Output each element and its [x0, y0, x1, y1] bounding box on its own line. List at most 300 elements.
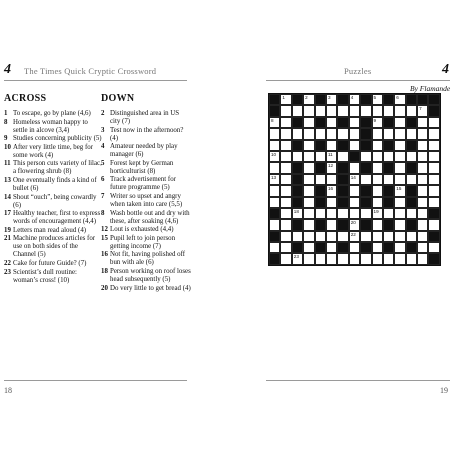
grid-cell[interactable] — [428, 162, 439, 173]
grid-cell[interactable] — [280, 94, 291, 105]
grid-cell[interactable] — [360, 253, 371, 264]
grid-cell[interactable] — [280, 128, 291, 139]
grid-block — [292, 242, 303, 253]
grid-cell[interactable] — [360, 208, 371, 219]
grid-block — [292, 174, 303, 185]
grid-cell[interactable] — [280, 162, 291, 173]
grid-cell[interactable] — [269, 185, 280, 196]
clue-text: Cake for future Guide? (7) — [13, 259, 87, 267]
page-title: The Times Quick Cryptic Crossword — [24, 66, 157, 76]
cell-number: 1 — [282, 95, 285, 100]
across-heading: ACROSS — [4, 93, 47, 104]
page-number-right: 19 — [440, 386, 448, 395]
grid-cell[interactable] — [292, 208, 303, 219]
grid-block — [269, 253, 280, 264]
grid-cell[interactable] — [337, 231, 348, 242]
grid-cell[interactable] — [428, 117, 439, 128]
grid-block — [406, 242, 417, 253]
clue-text: Pupil left to join person getting income (7) — [110, 234, 176, 250]
grid-block — [406, 117, 417, 128]
grid-cell[interactable] — [372, 105, 383, 116]
grid-block — [428, 105, 439, 116]
cell-number: 5 — [373, 95, 377, 100]
footer-divider-right — [266, 380, 450, 381]
grid-cell[interactable] — [394, 117, 405, 128]
clue-text: Scientist’s dull routine: woman’s cross! (10) — [13, 268, 77, 284]
clue-number: 10 — [4, 143, 11, 151]
grid-block — [337, 219, 348, 230]
grid-cell[interactable] — [360, 174, 371, 185]
grid-cell[interactable] — [292, 128, 303, 139]
grid-block — [428, 208, 439, 219]
grid-cell[interactable] — [372, 162, 383, 173]
grid-cell[interactable] — [349, 140, 360, 151]
grid-cell[interactable] — [269, 162, 280, 173]
clue-text: Homeless woman happy to settle in alcove (3,4) — [13, 118, 88, 134]
grid-block — [315, 185, 326, 196]
grid-cell[interactable] — [349, 219, 360, 230]
clue-number: 21 — [4, 235, 11, 243]
grid-block — [383, 117, 394, 128]
clue-text: Distinguished area in US city (7) — [110, 110, 180, 125]
grid-cell[interactable] — [417, 162, 428, 173]
grid-cell[interactable] — [303, 174, 314, 185]
across-clue — [4, 119, 102, 135]
grid-cell[interactable] — [394, 242, 405, 253]
grid-cell[interactable] — [394, 140, 405, 151]
across-clue — [4, 110, 102, 118]
grid-block — [383, 94, 394, 105]
clue-text: Healthy teacher, first to express words of encouragement (4,4) — [13, 210, 101, 226]
grid-block — [315, 197, 326, 208]
grid-cell[interactable] — [315, 174, 326, 185]
grid-cell[interactable] — [326, 219, 337, 230]
grid-cell[interactable] — [383, 231, 394, 242]
grid-block — [360, 140, 371, 151]
clue-number: 20 — [101, 284, 108, 292]
grid-cell[interactable] — [394, 128, 405, 139]
grid-cell[interactable] — [303, 105, 314, 116]
grid-cell[interactable] — [417, 242, 428, 253]
grid-cell[interactable] — [269, 242, 280, 253]
setter-byline: By Flamande — [410, 84, 451, 93]
clue-number: 22 — [4, 259, 11, 267]
grid-block — [292, 197, 303, 208]
grid-block — [337, 162, 348, 173]
grid-cell[interactable] — [383, 208, 394, 219]
grid-cell[interactable] — [428, 185, 439, 196]
clue-number: 8 — [4, 118, 8, 126]
grid-cell[interactable] — [349, 117, 360, 128]
grid-cell[interactable] — [326, 117, 337, 128]
grid-cell[interactable] — [428, 151, 439, 162]
clue-number: 9 — [4, 135, 8, 143]
grid-cell[interactable] — [428, 128, 439, 139]
grid-cell[interactable] — [337, 253, 348, 264]
clue-text: Machine produces articles for use on both sides of the Channel (5) — [13, 235, 96, 259]
grid-cell[interactable] — [280, 197, 291, 208]
grid-cell[interactable] — [280, 117, 291, 128]
grid-cell[interactable] — [417, 151, 428, 162]
page-number: 18 — [4, 386, 12, 395]
grid-cell[interactable] — [417, 197, 428, 208]
grid-block — [406, 219, 417, 230]
grid-block — [269, 94, 280, 105]
grid-cell[interactable] — [269, 174, 280, 185]
clue-number: 23 — [4, 268, 11, 276]
grid-cell[interactable] — [383, 174, 394, 185]
grid-cell[interactable] — [269, 151, 280, 162]
cell-number: 18 — [293, 208, 299, 214]
grid-cell[interactable] — [315, 128, 326, 139]
grid-cell[interactable] — [349, 174, 360, 185]
grid-block — [360, 242, 371, 253]
down-clue-list — [101, 110, 191, 293]
grid-cell[interactable] — [406, 174, 417, 185]
grid-block — [337, 174, 348, 185]
clue-number: 1 — [4, 110, 8, 117]
grid-cell[interactable] — [349, 208, 360, 219]
grid-cell[interactable] — [372, 197, 383, 208]
cell-number: 14 — [350, 174, 356, 180]
grid-block — [360, 197, 371, 208]
grid-cell[interactable] — [303, 94, 314, 105]
grid-cell[interactable] — [303, 117, 314, 128]
grid-block — [360, 219, 371, 230]
grid-cell[interactable] — [372, 128, 383, 139]
grid-cell[interactable] — [383, 151, 394, 162]
down-clue — [101, 127, 191, 143]
clue-text: Studies concerning publicity (5) — [13, 135, 102, 143]
grid-cell[interactable] — [394, 208, 405, 219]
grid-cell[interactable] — [372, 242, 383, 253]
cell-number: 6 — [396, 95, 399, 100]
grid-cell[interactable] — [280, 253, 291, 264]
grid-cell[interactable] — [303, 162, 314, 173]
clue-number: 4 — [101, 143, 105, 151]
down-clue — [101, 110, 191, 126]
grid-cell[interactable] — [360, 151, 371, 162]
grid-cell[interactable] — [394, 105, 405, 116]
clue-text: Track advertisement for future programme (5) — [110, 176, 176, 192]
across-clue — [4, 227, 102, 235]
grid-block — [337, 94, 348, 105]
grid-block — [292, 117, 303, 128]
grid-block — [383, 162, 394, 173]
down-clue — [101, 235, 191, 251]
clue-text: This person cuts variety of lilac, a flowering shrub (8) — [13, 160, 102, 176]
grid-cell[interactable] — [406, 151, 417, 162]
clue-text: Amateur needed by play manager (6) — [110, 143, 178, 159]
clue-text: One eventually finds a kind of bullet (6) — [13, 176, 97, 192]
clue-number: 12 — [101, 226, 108, 234]
grid-cell[interactable] — [428, 219, 439, 230]
grid-cell[interactable] — [417, 231, 428, 242]
grid-cell[interactable] — [280, 242, 291, 253]
grid-block — [269, 105, 280, 116]
grid-cell[interactable] — [326, 208, 337, 219]
grid-cell[interactable] — [394, 253, 405, 264]
grid-block — [383, 242, 394, 253]
grid-block — [337, 185, 348, 196]
grid-cell[interactable] — [394, 231, 405, 242]
grid-cell[interactable] — [360, 105, 371, 116]
grid-block — [360, 117, 371, 128]
grid-block — [383, 185, 394, 196]
grid-cell[interactable] — [349, 253, 360, 264]
grid-cell[interactable] — [349, 94, 360, 105]
grid-block — [349, 151, 360, 162]
clue-number: 14 — [4, 193, 11, 201]
footer-divider — [4, 380, 187, 381]
grid-block — [269, 231, 280, 242]
grid-cell[interactable] — [372, 253, 383, 264]
grid-cell[interactable] — [326, 128, 337, 139]
grid-cell[interactable] — [406, 231, 417, 242]
grid-block — [428, 94, 439, 105]
grid-cell[interactable] — [303, 208, 314, 219]
clue-number: 7 — [101, 192, 105, 200]
grid-block — [417, 94, 428, 105]
grid-cell[interactable] — [428, 140, 439, 151]
grid-cell[interactable] — [428, 242, 439, 253]
grid-cell[interactable] — [269, 197, 280, 208]
grid-cell[interactable] — [280, 219, 291, 230]
grid-cell[interactable] — [315, 208, 326, 219]
clue-text: Forest kept by German horticulturist (8) — [110, 159, 174, 175]
grid-cell[interactable] — [337, 151, 348, 162]
clue-text: Lout is exhausted (4,4) — [110, 226, 174, 234]
grid-cell[interactable] — [326, 151, 337, 162]
grid-block — [292, 94, 303, 105]
clue-text: Shout “ouch”, being cowardly (6) — [13, 193, 97, 209]
header-divider-right — [266, 80, 450, 81]
grid-cell[interactable] — [292, 231, 303, 242]
clue-text: Letters man read aloud (4) — [13, 226, 87, 234]
across-clue — [4, 260, 102, 268]
grid-cell[interactable] — [280, 208, 291, 219]
clue-number: 8 — [101, 209, 105, 217]
grid-cell[interactable] — [349, 197, 360, 208]
grid-cell[interactable] — [326, 94, 337, 105]
grid-block — [360, 128, 371, 139]
grid-block — [315, 162, 326, 173]
grid-cell[interactable] — [417, 174, 428, 185]
grid-cell[interactable] — [428, 197, 439, 208]
grid-cell[interactable] — [280, 185, 291, 196]
across-clue — [4, 235, 102, 259]
grid-cell[interactable] — [417, 219, 428, 230]
cell-number: 23 — [293, 254, 299, 260]
grid-cell[interactable] — [417, 185, 428, 196]
grid-block — [292, 162, 303, 173]
down-clue — [101, 143, 191, 159]
grid-block — [292, 140, 303, 151]
grid-cell[interactable] — [417, 128, 428, 139]
clue-number: 18 — [101, 267, 108, 275]
grid-block — [360, 162, 371, 173]
cell-number: 20 — [350, 220, 356, 226]
grid-block — [292, 219, 303, 230]
grid-cell[interactable] — [326, 185, 337, 196]
grid-cell[interactable] — [303, 197, 314, 208]
grid-cell[interactable] — [269, 140, 280, 151]
across-clue-list — [4, 110, 102, 285]
grid-cell[interactable] — [406, 208, 417, 219]
grid-cell[interactable] — [303, 231, 314, 242]
grid-cell[interactable] — [417, 117, 428, 128]
cell-number: 4 — [350, 95, 354, 100]
grid-cell[interactable] — [280, 231, 291, 242]
cell-number: 12 — [327, 163, 334, 169]
grid-cell[interactable] — [372, 151, 383, 162]
across-clue — [4, 135, 102, 143]
grid-cell[interactable] — [292, 151, 303, 162]
grid-cell[interactable] — [349, 242, 360, 253]
grid-cell[interactable] — [303, 242, 314, 253]
grid-cell[interactable] — [269, 128, 280, 139]
grid-cell[interactable] — [337, 105, 348, 116]
grid-cell[interactable] — [394, 174, 405, 185]
grid-block — [428, 231, 439, 242]
grid-cell[interactable] — [372, 219, 383, 230]
cell-number: 11 — [327, 151, 333, 157]
grid-block — [337, 197, 348, 208]
grid-block — [406, 197, 417, 208]
grid-cell[interactable] — [372, 117, 383, 128]
grid-cell[interactable] — [394, 197, 405, 208]
across-clue — [4, 144, 102, 160]
grid-cell[interactable] — [394, 94, 405, 105]
grid-cell[interactable] — [326, 231, 337, 242]
across-clue — [4, 210, 102, 226]
across-clue — [4, 269, 102, 285]
clue-text: To escape, go by plane (4,6) — [13, 110, 91, 117]
cell-number: 7 — [419, 106, 422, 112]
down-clue — [101, 193, 191, 209]
grid-cell[interactable] — [349, 128, 360, 139]
down-clue — [101, 160, 191, 176]
grid-cell[interactable] — [292, 105, 303, 116]
grid-cell[interactable] — [383, 105, 394, 116]
grid-cell[interactable] — [394, 185, 405, 196]
grid-cell[interactable] — [326, 162, 337, 173]
grid-cell[interactable] — [372, 231, 383, 242]
clue-number: 15 — [101, 234, 108, 242]
grid-cell[interactable] — [280, 140, 291, 151]
grid-cell[interactable] — [303, 128, 314, 139]
crossword-grid[interactable] — [268, 93, 441, 266]
clue-number: 11 — [4, 160, 11, 168]
grid-cell[interactable] — [315, 231, 326, 242]
clue-text: Test now in the afternoon? (4) — [110, 126, 184, 142]
grid-cell[interactable] — [326, 105, 337, 116]
across-clue — [4, 177, 102, 193]
grid-cell[interactable] — [326, 197, 337, 208]
grid-cell[interactable] — [280, 105, 291, 116]
grid-cell[interactable] — [303, 219, 314, 230]
cell-number: 19 — [373, 208, 379, 214]
grid-cell[interactable] — [315, 105, 326, 116]
grid-cell[interactable] — [280, 151, 291, 162]
grid-cell[interactable] — [372, 94, 383, 105]
grid-cell[interactable] — [417, 105, 428, 116]
puzzle-number-right: 4 — [442, 62, 449, 77]
clue-number: 2 — [101, 110, 105, 117]
grid-cell[interactable] — [280, 174, 291, 185]
grid-cell[interactable] — [303, 151, 314, 162]
grid-cell[interactable] — [349, 105, 360, 116]
grid-cell[interactable] — [303, 185, 314, 196]
down-heading: DOWN — [101, 93, 135, 104]
clue-text: Wash bottle out and dry with these, after soaking (4,6) — [110, 209, 190, 225]
grid-cell[interactable] — [406, 128, 417, 139]
grid-block — [383, 140, 394, 151]
grid-cell[interactable] — [349, 185, 360, 196]
grid-cell[interactable] — [337, 128, 348, 139]
grid-cell[interactable] — [372, 140, 383, 151]
clue-number: 17 — [4, 210, 11, 218]
clue-number: 13 — [4, 176, 11, 184]
grid-cell[interactable] — [292, 253, 303, 264]
grid-cell[interactable] — [417, 208, 428, 219]
grid-cell[interactable] — [269, 117, 280, 128]
grid-cell[interactable] — [360, 231, 371, 242]
grid-cell[interactable] — [326, 174, 337, 185]
grid-cell[interactable] — [406, 105, 417, 116]
grid-cell[interactable] — [383, 128, 394, 139]
grid-cell[interactable] — [326, 140, 337, 151]
grid-cell[interactable] — [406, 253, 417, 264]
grid-cell[interactable] — [303, 253, 314, 264]
grid-block — [406, 185, 417, 196]
grid-cell[interactable] — [394, 162, 405, 173]
grid-block — [360, 94, 371, 105]
grid-block — [337, 140, 348, 151]
cell-number: 3 — [327, 95, 331, 100]
clue-number: 3 — [101, 126, 105, 134]
grid-cell[interactable] — [349, 162, 360, 173]
clue-number: 6 — [101, 176, 105, 184]
header-divider — [4, 80, 187, 81]
grid-cell[interactable] — [326, 242, 337, 253]
grid-cell[interactable] — [269, 219, 280, 230]
grid-block — [383, 219, 394, 230]
grid-cell[interactable] — [315, 253, 326, 264]
grid-cell[interactable] — [383, 253, 394, 264]
grid-block — [315, 242, 326, 253]
cell-number: 13 — [271, 174, 277, 180]
cell-number: 16 — [327, 186, 334, 192]
cell-number: 2 — [305, 95, 308, 100]
grid-block — [406, 162, 417, 173]
grid-cell[interactable] — [417, 253, 428, 264]
down-clue — [101, 251, 191, 267]
grid-cell[interactable] — [394, 151, 405, 162]
grid-cell[interactable] — [315, 151, 326, 162]
grid-cell[interactable] — [349, 231, 360, 242]
grid-cell[interactable] — [372, 174, 383, 185]
grid-cell[interactable] — [303, 140, 314, 151]
grid-cell[interactable] — [417, 140, 428, 151]
grid-cell[interactable] — [337, 208, 348, 219]
grid-cell[interactable] — [326, 253, 337, 264]
grid-cell[interactable] — [428, 174, 439, 185]
grid-block — [315, 140, 326, 151]
grid-cell[interactable] — [372, 185, 383, 196]
grid-cell[interactable] — [394, 219, 405, 230]
grid-cell[interactable] — [372, 208, 383, 219]
